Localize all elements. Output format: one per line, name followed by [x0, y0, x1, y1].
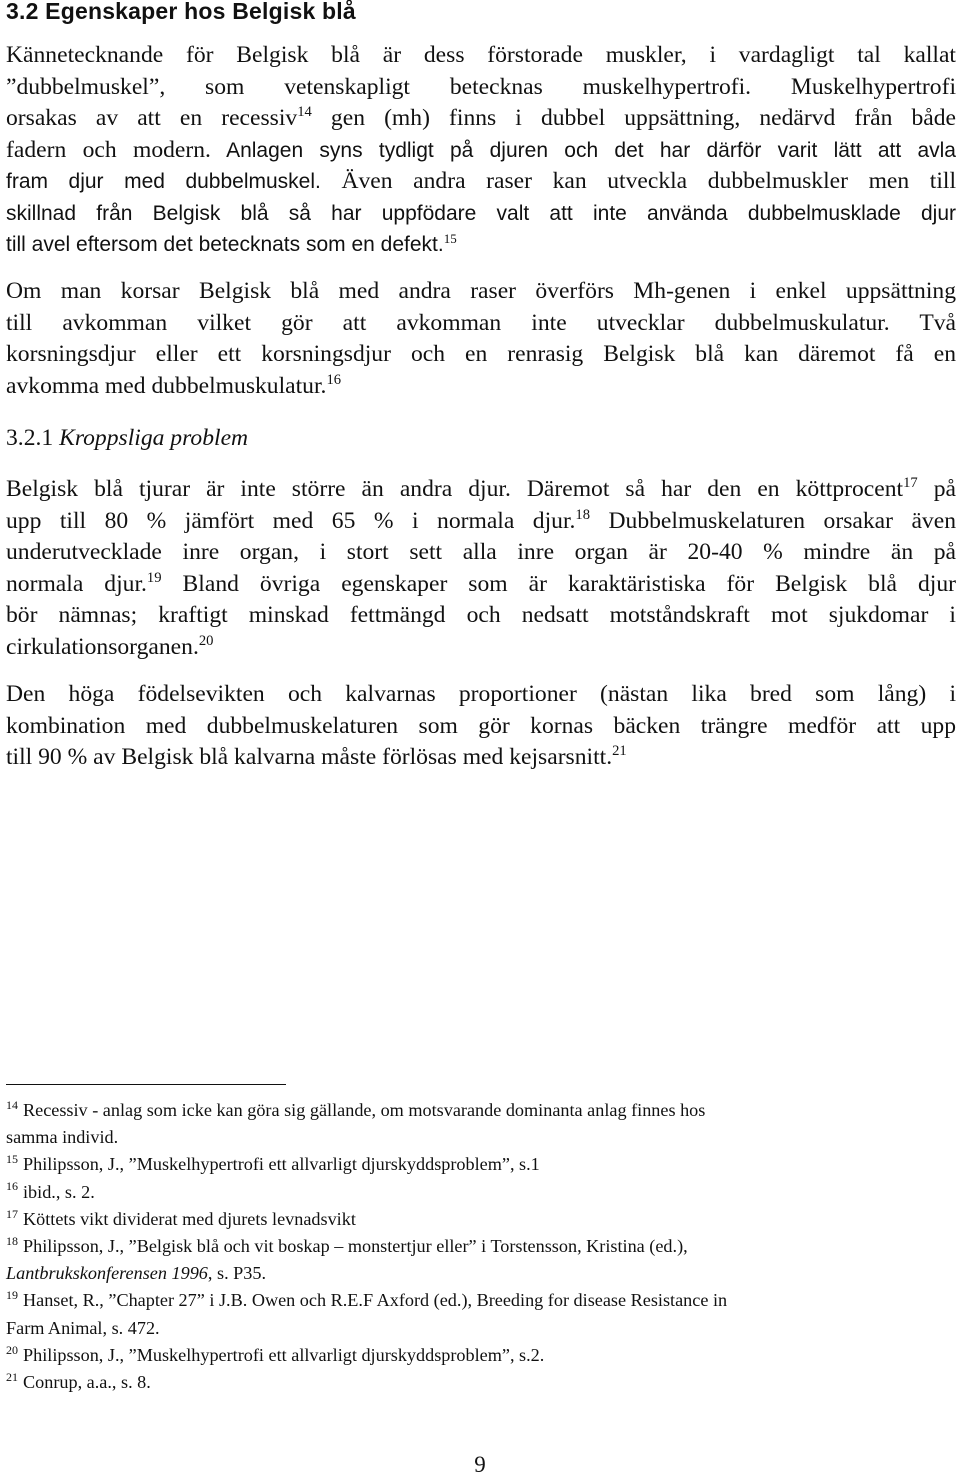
- paragraph-1: [6, 40, 956, 261]
- footnote-18: $^{18}$ Philipsson, J., ”Belgisk blå och vit boskap – monstertjur eller” i Torstensson, Kristina (ed.), Lantbrukskonferensen 1996, s. P35.: [6, 1233, 688, 1284]
- paragraph-line: ”dubbelmuskel”, som vetenskapligt betecknas muskelhypertrofi. Muskelhypertrofi: [6, 73, 956, 100]
- section-heading: 3.2 Egenskaper hos Belgisk blå: [6, 0, 356, 24]
- paragraph-line: Belgisk blå tjurar är inte större än andra djur. Däremot så har den en köttprocent$^{17}$ på: [6, 474, 956, 502]
- paragraph-line: fadern och modern. Anlagen syns tydligt på djuren och det har därför varit lätt att avla: [6, 136, 956, 163]
- paragraph-line: normala djur.$^{19}$ Bland övriga egenskaper som är karaktäristiska för Belgisk blå djur: [6, 569, 957, 597]
- paragraph-line: till 90 % av Belgisk blå kalvarna måste förlösas med kejsarsnitt.$^{21}$: [6, 742, 627, 770]
- paragraph-line: Om man korsar Belgisk blå med andra raser överförs Mh-genen i enkel uppsättning: [6, 278, 956, 304]
- footnote-19: $^{19}$ Hanset, R., ”Chapter 27” i J.B. Owen och R.E.F Axford (ed.), Breeding for disease Resistance in Farm Animal, s. 472.: [6, 1288, 728, 1338]
- footnote-ref[interactable]: 21: [612, 742, 627, 759]
- footnotes-list: [6, 1097, 956, 1396]
- footnote-ref[interactable]: 20: [198, 632, 214, 649]
- footnote-14: $^{14}$ Recessiv - anlag som icke kan göra sig gällande, om motsvarande dominanta anlag finnes hos samma individ.: [6, 1097, 706, 1148]
- footnote-ref[interactable]: 14: [297, 103, 312, 120]
- footnote-ref[interactable]: 16: [326, 371, 342, 388]
- footnote-17: $^{17}$ Köttets vikt dividerat med djurets levnadsvikt: [6, 1206, 356, 1229]
- footnote-ref[interactable]: 18: [575, 506, 591, 523]
- page-number: 9: [474, 1452, 486, 1477]
- paragraph-line: cirkulationsorganen.$^{20}$: [6, 632, 214, 660]
- paragraph-3: [6, 474, 956, 663]
- footnote-ref[interactable]: 15: [443, 230, 457, 246]
- paragraph-2: [6, 276, 956, 402]
- subsection-number: 3.2.1: [6, 425, 60, 451]
- paragraph-line: korsningsdjur eller ett korsningsdjur och en renrasig Belgisk blå kan däremot få en: [6, 341, 956, 367]
- paragraph-line: bör nämnas; kraftigt minskad fettmängd och nedsatt motståndskraft mot sjukdomar i: [6, 602, 956, 628]
- footnote-ref[interactable]: 17: [903, 474, 918, 491]
- footnote-16: $^{16}$ ibid., s. 2.: [6, 1179, 95, 1202]
- paragraph-line: skillnad från Belgisk blå så har uppfödare valt att inte använda dubbelmusklade djur: [6, 201, 956, 225]
- footnote-ref[interactable]: 19: [146, 569, 162, 586]
- paragraph-line: fram djur med dubbelmuskel. Även andra raser kan utveckla dubbelmuskler men till: [6, 168, 956, 194]
- paragraph-4: [6, 679, 956, 774]
- footnote-15: $^{15}$ Philipsson, J., ”Muskelhypertrofi ett allvarligt djurskyddsproblem”, s.1: [6, 1152, 540, 1175]
- paragraph-line: Kännetecknande för Belgisk blå är dess förstorade muskler, i vardagligt tal kallat: [6, 42, 956, 68]
- paragraph-line: Den höga födelsevikten och kalvarnas proportioner (nästan lika bred som lång) i: [6, 681, 956, 707]
- paragraph-line: orsakas av att en recessiv$^{14}$ gen (mh) finns i dubbel uppsättning, nedärvd från både: [6, 103, 956, 131]
- paragraph-line: upp till 80 % jämfört med 65 % i normala djur.$^{18}$ Dubbelmuskelaturen orsakar även: [6, 506, 956, 534]
- footnote-21: $^{21}$ Conrup, a.a., s. 8.: [6, 1369, 151, 1393]
- paragraph-line: kombination med dubbelmuskelaturen som gör kornas bäcken trängre medför att upp: [6, 712, 956, 739]
- paragraph-line: till avkomman vilket gör att avkomman inte utvecklar dubbelmuskulatur. Två: [6, 309, 956, 336]
- paragraph-line: underutvecklade inre organ, i stort sett alla inre organ är 20-40 % mindre än på: [6, 539, 956, 565]
- subsection-title: Kroppsliga problem: [59, 425, 249, 451]
- paragraph-line: till avel eftersom det betecknats som en defekt.$^{15}$: [6, 230, 457, 256]
- footnote-20: $^{20}$ Philipsson, J., ”Muskelhypertrofi ett allvarligt djurskyddsproblem”, s.2.: [6, 1342, 545, 1365]
- paragraph-line: avkomma med dubbelmuskulatur.$^{16}$: [6, 371, 342, 399]
- subsection-heading: [6, 425, 248, 452]
- footnote-separator: [6, 1084, 286, 1085]
